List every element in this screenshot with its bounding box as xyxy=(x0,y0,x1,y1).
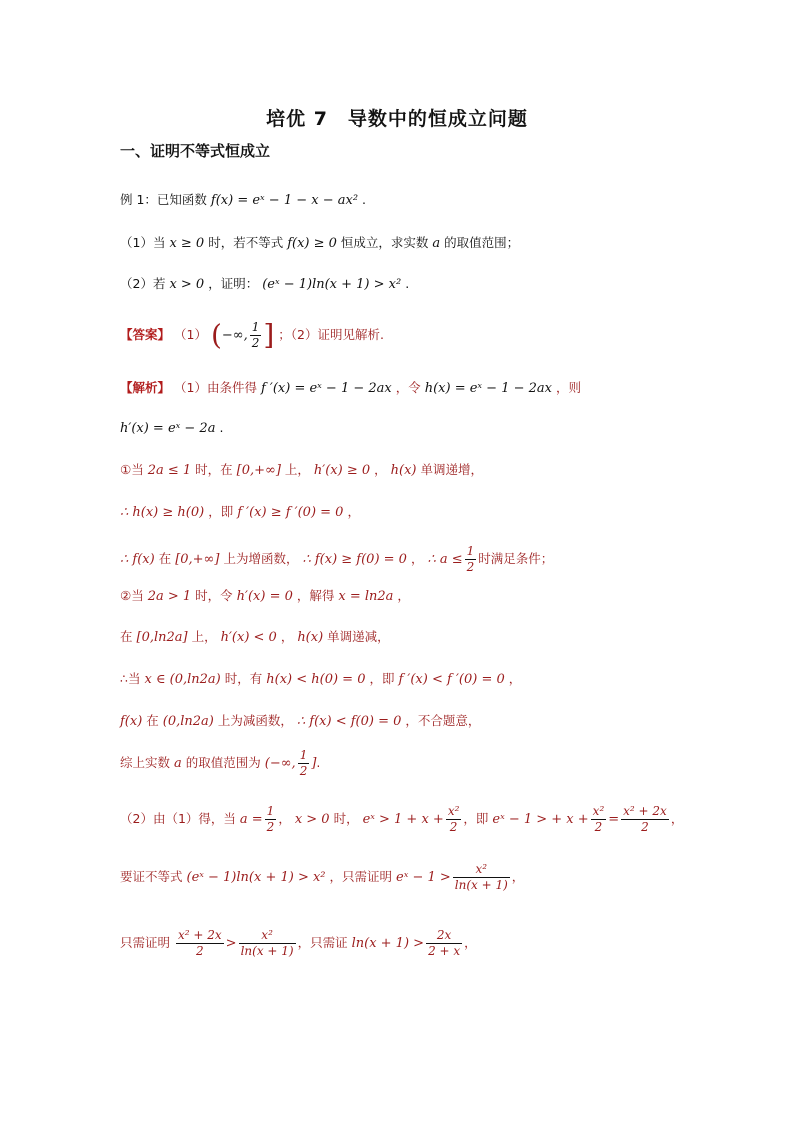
answer-text: （1） xyxy=(174,327,207,342)
q1-condition: x ≥ 0 xyxy=(169,236,205,251)
case-2-label: ②当 xyxy=(120,588,144,603)
solution-text: ，即 xyxy=(208,504,234,519)
math-expr: > xyxy=(225,936,237,951)
frac-numerator: x² xyxy=(592,804,605,818)
fraction xyxy=(298,748,310,779)
case-1-label: ①当 xyxy=(120,462,144,477)
q1-text: 时，若不等式 xyxy=(208,235,284,250)
frac-numerator: 1 xyxy=(266,804,275,818)
frac-numerator: 1 xyxy=(466,544,475,558)
frac-numerator: x² xyxy=(447,804,460,818)
solution-text: ，即 xyxy=(463,811,489,826)
period: . xyxy=(219,420,224,435)
q1-text: 的取值范围； xyxy=(444,235,520,250)
question-2 xyxy=(120,274,409,295)
frac-numerator: 1 xyxy=(251,320,260,334)
solution-line-1 xyxy=(120,378,581,399)
fraction xyxy=(239,928,296,959)
math-expr: h(x) xyxy=(390,463,417,478)
math-expr: eˣ − 1 > xyxy=(396,870,451,885)
answer-line xyxy=(120,320,384,351)
answer-text: ；（2）证明见解析. xyxy=(278,327,384,342)
q2-text: （2）若 xyxy=(120,276,166,291)
example-label: 例 1：已知函数 xyxy=(120,192,207,207)
frac-denominator: 2 xyxy=(196,944,204,958)
solution-text: 时，在 xyxy=(195,462,233,477)
solution-text: ，只需证 xyxy=(297,935,348,950)
math-expr: [0,ln2a] xyxy=(136,630,188,645)
question-1 xyxy=(120,233,519,254)
math-expr: f ′(x) < f ′(0) = 0 xyxy=(398,672,505,687)
period: . xyxy=(316,755,321,770)
math-expr: eˣ − 1 > + x + xyxy=(492,812,589,827)
solution-text: ， xyxy=(464,935,477,950)
fraction xyxy=(426,928,462,959)
solution-text: ，只需证明 xyxy=(329,869,393,884)
fraction xyxy=(176,928,224,959)
q2-inequality: (eˣ − 1)ln(x + 1) > x² xyxy=(262,277,402,292)
frac-numerator: 2x xyxy=(426,928,462,944)
frac-numerator: x² xyxy=(239,928,296,944)
fraction xyxy=(265,804,277,835)
solution-text: 上， xyxy=(284,462,310,477)
solution-text: 单调递减， xyxy=(327,629,390,644)
math-expr: f(x) xyxy=(120,714,143,729)
h-derivative: h′(x) = eˣ − 2a xyxy=(120,421,216,436)
solution-text: 单调递增， xyxy=(420,462,483,477)
frac-denominator: 2 xyxy=(449,820,458,834)
math-expr: ln(x + 1) > xyxy=(351,936,425,951)
math-expr: [0,+∞] xyxy=(236,463,281,478)
solution-line-6 xyxy=(120,586,410,607)
solution-text: （1）由条件得 xyxy=(174,380,257,395)
solution-line-10 xyxy=(120,748,320,779)
math-expr: h(x) xyxy=(297,630,324,645)
math-expr: h′(x) = 0 xyxy=(236,589,293,604)
frac-denominator: 2 xyxy=(299,764,308,778)
solution-line-11 xyxy=(120,804,683,835)
solution-text: 在 xyxy=(146,713,159,728)
solution-text: 时满足条件； xyxy=(478,551,554,566)
frac-denominator: 2 xyxy=(641,820,649,834)
frac-denominator: 2 xyxy=(266,820,275,834)
solution-text: 只需证明 xyxy=(120,935,171,950)
frac-denominator: 2 xyxy=(251,336,260,350)
solution-text: ，即 xyxy=(369,671,395,686)
math-expr: ∴ f(x) xyxy=(120,552,155,567)
math-expr: (0,ln2a) xyxy=(162,714,214,729)
frac-numerator: x² + 2x xyxy=(178,928,222,942)
solution-text: 上为增函数， xyxy=(223,551,299,566)
answer-fraction xyxy=(250,320,262,351)
solution-text: ， xyxy=(511,869,525,884)
solution-line-2 xyxy=(120,418,223,439)
math-expr: ∴ h(x) ≥ h(0) xyxy=(120,505,205,520)
math-expr: ∴ a ≤ xyxy=(427,552,463,567)
solution-text: ， xyxy=(410,551,424,566)
fraction xyxy=(591,804,607,835)
frac-denominator: ln(x + 1) xyxy=(454,878,508,892)
answer-interval: −∞, xyxy=(221,328,248,343)
solution-text: ， xyxy=(508,671,522,686)
fraction xyxy=(621,804,669,835)
math-expr: (−∞, xyxy=(264,756,296,771)
solution-text: 要证不等式 xyxy=(120,869,183,884)
q1-inequality: f(x) ≥ 0 xyxy=(287,236,337,251)
math-expr: h′(x) < 0 xyxy=(220,630,277,645)
function-definition: f(x) = eˣ − 1 − x − ax² xyxy=(210,193,359,208)
solution-line-5 xyxy=(120,544,553,575)
math-expr: x = ln2a xyxy=(338,589,394,604)
math-expr: h′(x) ≥ 0 xyxy=(313,463,371,478)
math-expr: x > 0 xyxy=(294,812,330,827)
solution-text: 的取值范围为 xyxy=(185,755,261,770)
fraction xyxy=(453,862,510,893)
q2-condition: x > 0 xyxy=(169,277,205,292)
h-definition: h(x) = eˣ − 1 − 2ax xyxy=(424,381,552,396)
frac-numerator: x² + 2x xyxy=(623,804,667,818)
right-bracket: ] xyxy=(263,318,275,352)
solution-text: ∴当 xyxy=(120,671,141,686)
solution-line-3 xyxy=(120,460,483,481)
frac-denominator: 2 xyxy=(594,820,603,834)
fraction xyxy=(465,544,477,575)
q1-variable: a xyxy=(432,236,441,251)
math-expr: f ′(x) ≥ f ′(0) = 0 xyxy=(237,505,344,520)
math-expr: 2a ≤ 1 xyxy=(147,463,192,478)
period: . xyxy=(405,276,410,291)
solution-text: ， xyxy=(347,504,360,519)
solution-tag: 【解析】 xyxy=(120,380,171,395)
math-expr: [0,+∞] xyxy=(175,552,220,567)
math-expr: eˣ > 1 + x + xyxy=(362,812,444,827)
math-expr: ∴ f(x) < f(0) = 0 xyxy=(296,714,402,729)
left-bracket: ( xyxy=(210,318,222,352)
solution-text: ， xyxy=(670,811,684,826)
frac-numerator: x² xyxy=(453,862,510,878)
solution-text: ， xyxy=(374,462,387,477)
solution-text: 时，有 xyxy=(224,671,263,686)
answer-tag: 【答案】 xyxy=(120,327,171,342)
example-line xyxy=(120,190,366,211)
solution-text: 综上实数 xyxy=(120,755,171,770)
solution-text: ，不合题意， xyxy=(405,713,481,728)
fraction xyxy=(446,804,462,835)
frac-denominator: 2 xyxy=(466,560,475,574)
math-expr: a xyxy=(174,756,182,771)
q1-text: （1）当 xyxy=(120,235,166,250)
math-expr: x ∈ (0,ln2a) xyxy=(144,672,221,687)
math-expr: ] xyxy=(311,756,317,771)
solution-text: 在 xyxy=(158,551,172,566)
solution-text: 时，令 xyxy=(195,588,233,603)
solution-text: （2）由（1）得，当 xyxy=(120,811,236,826)
solution-text: ，则 xyxy=(555,380,581,395)
solution-line-4 xyxy=(120,502,360,523)
solution-line-13 xyxy=(120,928,477,959)
solution-text: ， xyxy=(278,811,291,826)
solution-text: ， xyxy=(280,629,294,644)
math-expr: 2a > 1 xyxy=(147,589,192,604)
frac-numerator: 1 xyxy=(299,748,308,762)
solution-line-9 xyxy=(120,711,480,732)
derivative-expr: f ′(x) = eˣ − 1 − 2ax xyxy=(260,381,392,396)
solution-text: 上， xyxy=(191,629,217,644)
solution-text: 时， xyxy=(333,811,359,826)
solution-text: 在 xyxy=(120,629,133,644)
solution-line-7 xyxy=(120,627,390,648)
solution-text: ，解得 xyxy=(296,588,335,603)
math-expr: = xyxy=(608,812,620,827)
solution-text: ，令 xyxy=(395,380,421,395)
section-heading: 一、证明不等式恒成立 xyxy=(120,142,271,160)
q1-text: 恒成立，求实数 xyxy=(340,235,429,250)
q2-text: ，证明： xyxy=(208,276,259,291)
math-expr: ∴ f(x) ≥ f(0) = 0 xyxy=(302,552,407,567)
math-expr: a = xyxy=(239,812,263,827)
math-expr: h(x) < h(0) = 0 xyxy=(266,672,366,687)
solution-line-8 xyxy=(120,669,521,690)
math-expr: (eˣ − 1)ln(x + 1) > x² xyxy=(186,870,326,885)
solution-text: 上为减函数， xyxy=(217,713,293,728)
frac-denominator: ln(x + 1) xyxy=(240,944,294,958)
period: . xyxy=(362,192,367,207)
solution-text: ， xyxy=(397,588,410,603)
page-title: 培优 7 导数中的恒成立问题 xyxy=(266,108,528,130)
solution-line-12 xyxy=(120,862,524,893)
frac-denominator: 2 + x xyxy=(428,944,461,958)
